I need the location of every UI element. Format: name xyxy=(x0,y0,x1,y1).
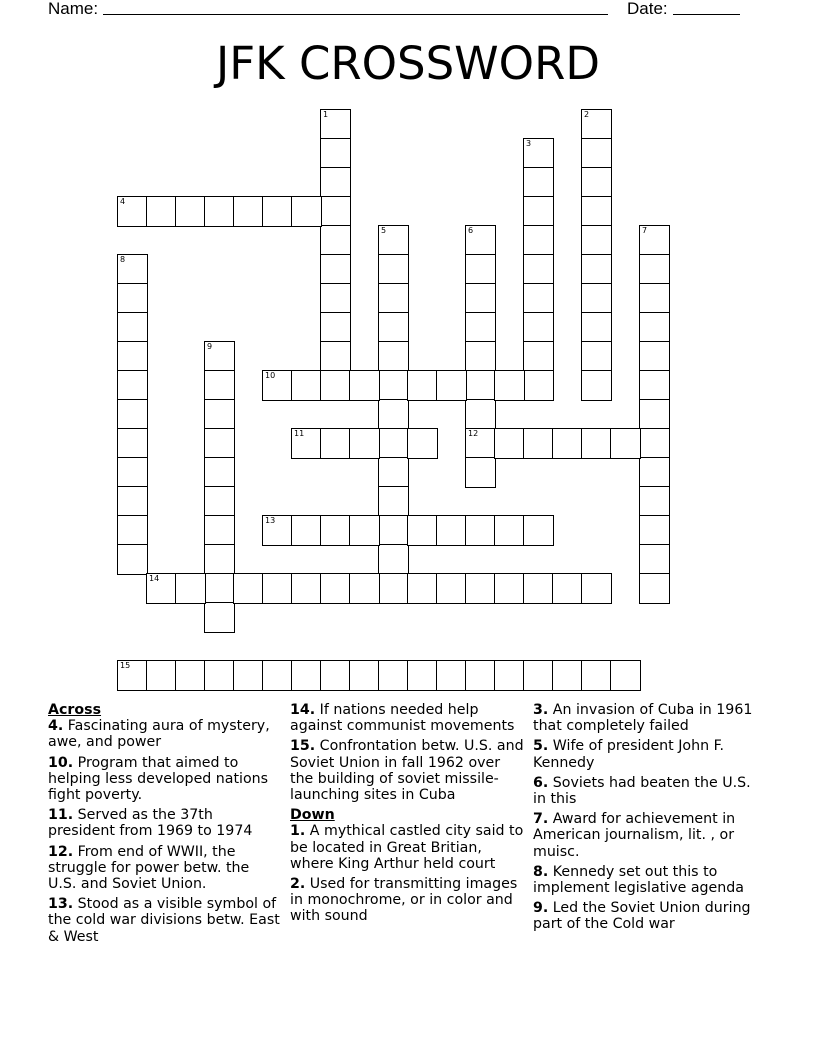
grid-cell[interactable] xyxy=(175,196,206,227)
grid-cell[interactable] xyxy=(465,399,496,430)
grid-cell[interactable] xyxy=(378,515,409,546)
grid-cell[interactable] xyxy=(465,457,496,488)
grid-cell[interactable] xyxy=(465,515,496,546)
grid-cell[interactable] xyxy=(465,341,496,372)
grid-cell[interactable] xyxy=(378,544,409,575)
clue-number: 7 xyxy=(642,226,648,235)
clue-across-12: 12. From end of WWII, the struggle for power betw. the U.S. and Soviet Union. xyxy=(48,843,250,893)
grid-cell[interactable] xyxy=(639,225,670,256)
grid-cell[interactable] xyxy=(378,312,409,343)
clues-column-3 xyxy=(533,702,765,937)
grid-cell[interactable] xyxy=(320,167,351,198)
clue-number: 3 xyxy=(526,139,532,148)
grid-cell[interactable] xyxy=(639,544,670,575)
grid-cell[interactable] xyxy=(494,370,525,401)
grid-cell[interactable] xyxy=(407,660,438,691)
grid-cell[interactable] xyxy=(581,109,612,140)
grid-cell[interactable] xyxy=(349,660,380,691)
grid-cell[interactable] xyxy=(117,428,148,459)
clue-number: 15 xyxy=(120,661,131,670)
clue-down-2: 2. Used for transmitting images in monochrome, or in color and with sound xyxy=(290,876,518,925)
grid-cell[interactable] xyxy=(320,660,351,691)
clue-number: 14 xyxy=(149,574,160,583)
clue-down-1: 1. A mythical castled city said to be located in Great Britian, where King Arthur held court xyxy=(290,823,524,872)
grid-cell[interactable] xyxy=(378,428,409,459)
grid-cell[interactable] xyxy=(552,573,583,604)
grid-cell[interactable] xyxy=(117,660,148,691)
name-label: Name: xyxy=(48,0,99,18)
grid-cell[interactable] xyxy=(407,370,438,401)
clue-across-4: 4. Fascinating aura of mystery, awe, and power xyxy=(48,718,270,751)
grid-cell[interactable] xyxy=(494,660,525,691)
grid-cell[interactable] xyxy=(320,341,351,372)
grid-cell[interactable] xyxy=(407,515,438,546)
grid-cell[interactable] xyxy=(552,428,583,459)
grid-cell[interactable] xyxy=(320,515,351,546)
grid-cell[interactable] xyxy=(262,370,293,401)
grid-cell[interactable] xyxy=(204,486,235,517)
grid-cell[interactable] xyxy=(465,254,496,285)
grid-cell[interactable] xyxy=(407,573,438,604)
grid-cell[interactable] xyxy=(581,283,612,314)
grid-cell[interactable] xyxy=(291,660,322,691)
grid-cell[interactable] xyxy=(610,428,641,459)
clue-number: 13 xyxy=(265,516,276,525)
clue-number: 4 xyxy=(120,197,126,206)
clue-number: 1 xyxy=(323,110,329,119)
grid-cell[interactable] xyxy=(639,312,670,343)
grid-cell[interactable] xyxy=(378,225,409,256)
grid-cell[interactable] xyxy=(175,573,206,604)
grid-cell[interactable] xyxy=(581,428,612,459)
grid-cell[interactable] xyxy=(349,370,380,401)
grid-cell[interactable] xyxy=(320,312,351,343)
clue-across-13: 13. Stood as a visible symbol of the cold war divisions betw. East & West xyxy=(48,896,280,945)
down-heading: Down xyxy=(290,807,335,824)
grid-cell[interactable] xyxy=(523,660,554,691)
grid-cell[interactable] xyxy=(494,573,525,604)
grid-cell[interactable] xyxy=(610,660,641,691)
grid-cell[interactable] xyxy=(465,370,496,401)
grid-cell[interactable] xyxy=(204,370,235,401)
grid-cell[interactable] xyxy=(204,660,235,691)
grid-cell[interactable] xyxy=(581,660,612,691)
grid-cell[interactable] xyxy=(320,370,351,401)
clue-down-3: 3. An invasion of Cuba in 1961 that completely failed xyxy=(533,702,753,735)
clue-across-10: 10. Program that aimed to helping less developed nations fight poverty. xyxy=(48,754,269,804)
grid-cell[interactable] xyxy=(378,341,409,372)
grid-cell[interactable] xyxy=(117,486,148,517)
date-field[interactable] xyxy=(673,0,740,15)
grid-cell[interactable] xyxy=(204,573,235,604)
grid-cell[interactable] xyxy=(291,196,322,227)
grid-cell[interactable] xyxy=(378,486,409,517)
grid-cell[interactable] xyxy=(204,515,235,546)
grid-cell[interactable] xyxy=(320,254,351,285)
grid-cell[interactable] xyxy=(494,428,525,459)
grid-cell[interactable] xyxy=(436,660,467,691)
grid-cell[interactable] xyxy=(465,428,496,459)
grid-cell[interactable] xyxy=(465,312,496,343)
grid-cell[interactable] xyxy=(523,167,554,198)
grid-cell[interactable] xyxy=(204,428,235,459)
grid-cell[interactable] xyxy=(204,457,235,488)
grid-cell[interactable] xyxy=(378,370,409,401)
grid-cell[interactable] xyxy=(146,660,177,691)
grid-cell[interactable] xyxy=(639,399,670,430)
grid-cell[interactable] xyxy=(639,428,670,459)
grid-cell[interactable] xyxy=(204,544,235,575)
clue-down-9: 9. Led the Soviet Union during part of the Cold war xyxy=(533,900,751,933)
clue-down-8: 8. Kennedy set out this to implement legislative agenda xyxy=(533,863,744,897)
grid-cell[interactable] xyxy=(639,457,670,488)
grid-cell[interactable] xyxy=(233,573,264,604)
grid-cell[interactable] xyxy=(204,341,235,372)
grid-cell[interactable] xyxy=(117,283,148,314)
grid-cell[interactable] xyxy=(552,660,583,691)
grid-cell[interactable] xyxy=(581,370,612,401)
grid-cell[interactable] xyxy=(117,341,148,372)
grid-cell[interactable] xyxy=(639,573,670,604)
grid-cell[interactable] xyxy=(581,196,612,227)
clue-number: 10 xyxy=(265,371,276,380)
grid-cell[interactable] xyxy=(291,428,322,459)
grid-cell[interactable] xyxy=(320,573,351,604)
grid-cell[interactable] xyxy=(378,254,409,285)
grid-cell[interactable] xyxy=(117,254,148,285)
grid-cell[interactable] xyxy=(117,544,148,575)
clues-column-1 xyxy=(48,702,280,949)
grid-cell[interactable] xyxy=(581,138,612,169)
grid-cell[interactable] xyxy=(523,341,554,372)
clue-number: 12 xyxy=(468,429,479,438)
grid-cell[interactable] xyxy=(465,283,496,314)
clue-down-7: 7. Award for achievement in American journalism, lit. , or muisc. xyxy=(533,811,736,860)
grid-cell[interactable] xyxy=(639,370,670,401)
clues-column-2 xyxy=(290,702,526,929)
grid-cell[interactable] xyxy=(378,399,409,430)
grid-cell[interactable] xyxy=(175,660,206,691)
grid-cell[interactable] xyxy=(320,428,351,459)
grid-cell[interactable] xyxy=(117,399,148,430)
grid-cell[interactable] xyxy=(320,196,351,227)
grid-cell[interactable] xyxy=(436,573,467,604)
clue-across-14: 14. If nations needed help against communist movements xyxy=(290,702,515,735)
name-field[interactable] xyxy=(103,0,608,15)
grid-cell[interactable] xyxy=(117,196,148,227)
grid-cell[interactable] xyxy=(204,602,235,633)
grid-cell[interactable] xyxy=(523,370,554,401)
date-label: Date: xyxy=(627,0,668,18)
grid-cell[interactable] xyxy=(262,573,293,604)
grid-cell[interactable] xyxy=(465,225,496,256)
grid-cell[interactable] xyxy=(581,312,612,343)
grid-cell[interactable] xyxy=(204,399,235,430)
grid-cell[interactable] xyxy=(262,515,293,546)
grid-cell[interactable] xyxy=(494,515,525,546)
grid-cell[interactable] xyxy=(523,283,554,314)
grid-cell[interactable] xyxy=(581,225,612,256)
grid-cell[interactable] xyxy=(436,370,467,401)
grid-cell[interactable] xyxy=(523,138,554,169)
clue-down-5: 5. Wife of president John F. Kennedy xyxy=(533,738,724,771)
grid-cell[interactable] xyxy=(204,196,235,227)
grid-cell[interactable] xyxy=(291,515,322,546)
grid-cell[interactable] xyxy=(639,341,670,372)
grid-cell[interactable] xyxy=(349,428,380,459)
clue-number: 9 xyxy=(207,342,213,351)
grid-cell[interactable] xyxy=(320,138,351,169)
grid-cell[interactable] xyxy=(117,370,148,401)
grid-cell[interactable] xyxy=(523,312,554,343)
grid-cell[interactable] xyxy=(146,196,177,227)
across-heading: Across xyxy=(48,702,102,718)
grid-cell[interactable] xyxy=(407,428,438,459)
clue-number: 2 xyxy=(584,110,590,119)
grid-cell[interactable] xyxy=(465,660,496,691)
grid-cell[interactable] xyxy=(523,573,554,604)
grid-cell[interactable] xyxy=(233,660,264,691)
grid-cell[interactable] xyxy=(117,457,148,488)
grid-cell[interactable] xyxy=(581,573,612,604)
grid-cell[interactable] xyxy=(523,196,554,227)
grid-cell[interactable] xyxy=(378,573,409,604)
clue-number: 5 xyxy=(381,226,387,235)
grid-cell[interactable] xyxy=(378,660,409,691)
grid-cell[interactable] xyxy=(639,515,670,546)
grid-cell[interactable] xyxy=(581,341,612,372)
grid-cell[interactable] xyxy=(320,283,351,314)
clue-number: 6 xyxy=(468,226,474,235)
grid-cell[interactable] xyxy=(523,428,554,459)
clue-across-11: 11. Served as the 37th president from 1969 to 1974 xyxy=(48,807,253,840)
grid-cell[interactable] xyxy=(639,254,670,285)
page-title: JFK CROSSWORD xyxy=(215,37,601,90)
grid-cell[interactable] xyxy=(262,660,293,691)
grid-cell[interactable] xyxy=(320,109,351,140)
grid-cell[interactable] xyxy=(465,573,496,604)
clue-number: 8 xyxy=(120,255,126,264)
clue-number: 11 xyxy=(294,429,305,438)
grid-cell[interactable] xyxy=(320,225,351,256)
grid-cell[interactable] xyxy=(436,515,467,546)
grid-cell[interactable] xyxy=(581,254,612,285)
grid-cell[interactable] xyxy=(523,225,554,256)
grid-cell[interactable] xyxy=(349,515,380,546)
grid-cell[interactable] xyxy=(262,196,293,227)
grid-cell[interactable] xyxy=(117,312,148,343)
grid-cell[interactable] xyxy=(639,486,670,517)
grid-cell[interactable] xyxy=(349,573,380,604)
clue-across-15: 15. Confrontation betw. U.S. and Soviet Union in fall 1962 over the building of soviet missile-launching sites in Cuba xyxy=(290,738,524,804)
grid-cell[interactable] xyxy=(146,573,177,604)
grid-cell[interactable] xyxy=(117,515,148,546)
grid-cell[interactable] xyxy=(378,283,409,314)
grid-cell[interactable] xyxy=(378,457,409,488)
grid-cell[interactable] xyxy=(523,515,554,546)
grid-cell[interactable] xyxy=(523,254,554,285)
name-date-header xyxy=(0,0,816,20)
grid-cell[interactable] xyxy=(291,573,322,604)
clue-down-6: 6. Soviets had beaten the U.S. in this xyxy=(533,774,751,808)
grid-cell[interactable] xyxy=(639,283,670,314)
grid-cell[interactable] xyxy=(233,196,264,227)
grid-cell[interactable] xyxy=(581,167,612,198)
grid-cell[interactable] xyxy=(291,370,322,401)
